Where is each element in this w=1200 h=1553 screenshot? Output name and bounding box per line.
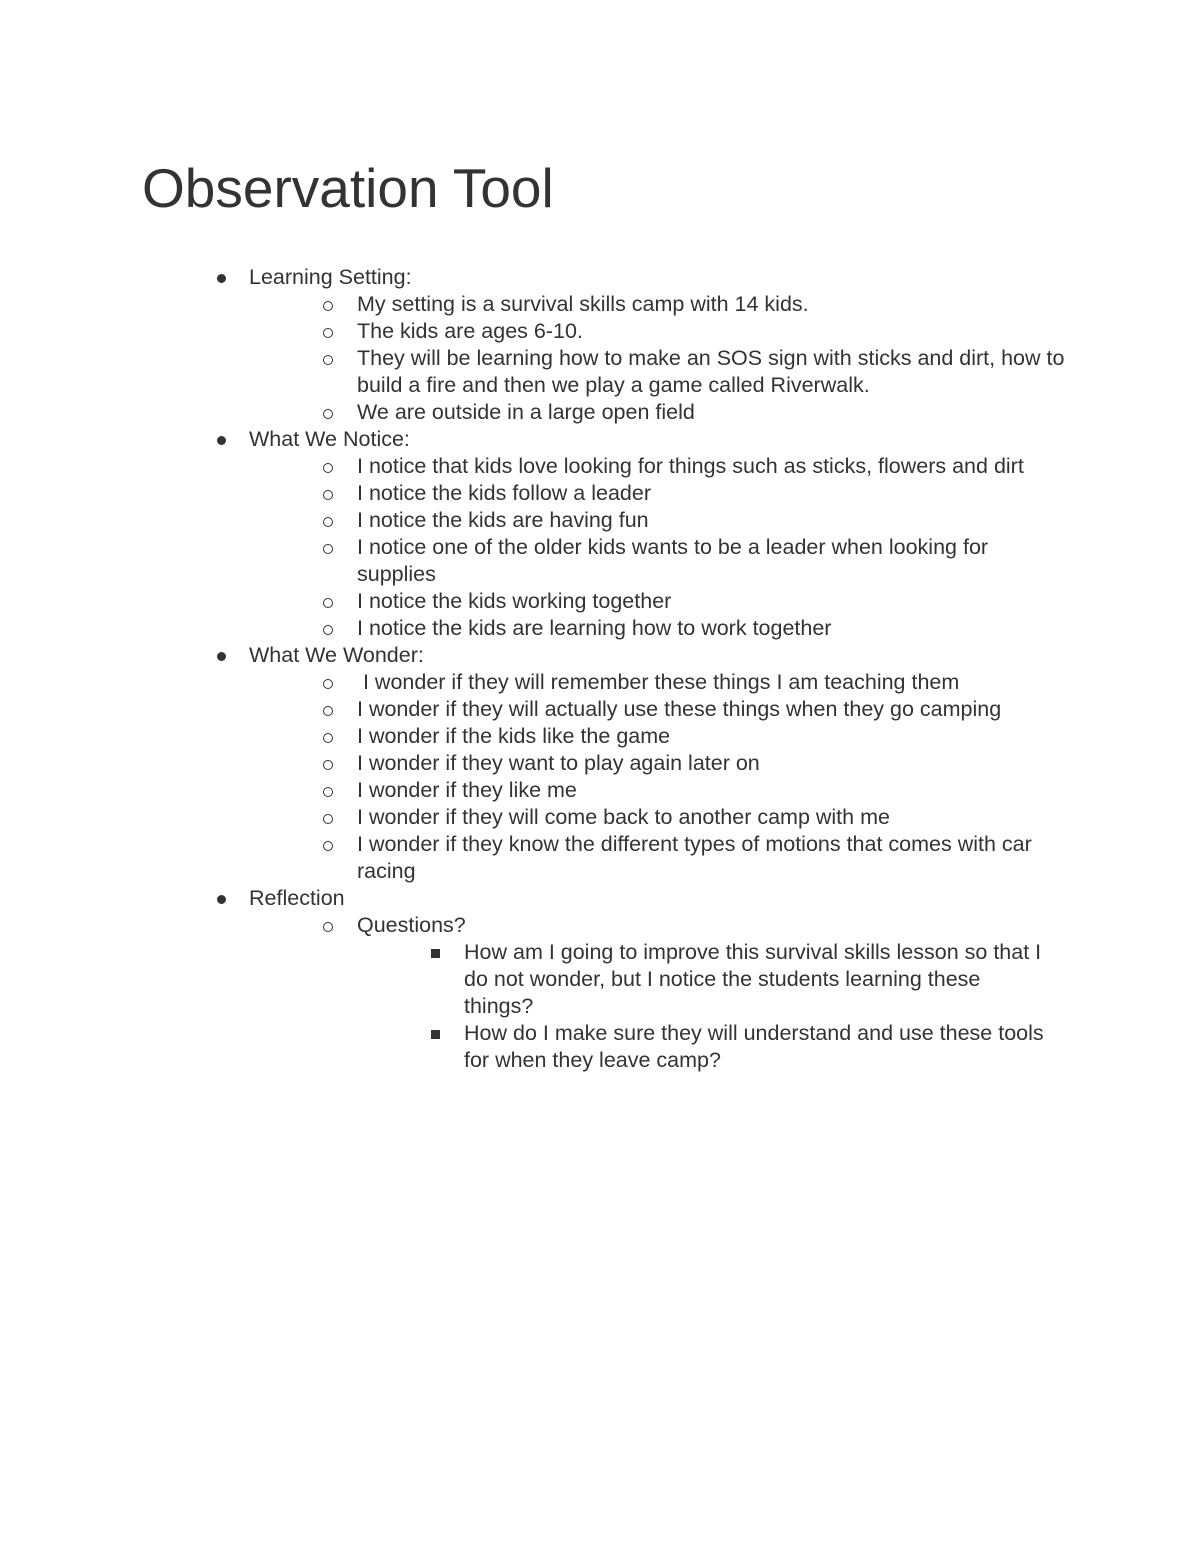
bullet-circle-icon [323,679,333,689]
bullet-circle-icon [323,922,333,932]
list-item-text: I notice the kids are learning how to work together [357,616,832,640]
bullet-circle-icon [323,544,333,554]
bullet-disc-icon [217,436,226,445]
list-item [0,939,1054,1020]
bullet-disc-icon [217,895,226,904]
list-item-text: We are outside in a large open field [357,400,695,424]
list-item [0,453,1069,480]
sub-list [0,291,1069,426]
section-reflection [0,885,1069,1074]
list-item [0,696,1069,723]
bullet-circle-icon [323,328,333,338]
bullet-circle-icon [323,706,333,716]
bullet-circle-icon [323,463,333,473]
bullet-square-icon [431,1030,440,1039]
sub-list [0,912,1069,1074]
list-item-text: I wonder if they will come back to another camp with me [357,805,890,829]
list-item-text: My setting is a survival skills camp with 14 kids. [357,292,809,316]
list-item [0,399,1069,426]
list-item [0,831,1069,885]
list-item-text: I notice the kids working together [357,589,672,613]
list-item [0,1020,1054,1074]
bullet-circle-icon [323,490,333,500]
bullet-disc-icon [217,652,226,661]
bullet-square-icon [431,949,440,958]
sub-sub-list [0,939,1069,1074]
bullet-circle-icon [323,301,333,311]
bullet-circle-icon [323,787,333,797]
list-item [0,615,1069,642]
section-what-we-wonder [0,642,1069,885]
section-learning-setting [0,264,1069,426]
list-item [0,750,1069,777]
section-what-we-notice [0,426,1069,642]
list-item-text: I notice that kids love looking for things such as sticks, flowers and dirt [357,454,1024,478]
bullet-circle-icon [323,517,333,527]
list-item [0,291,1069,318]
list-item-text: Questions? [357,913,466,937]
bullet-circle-icon [323,598,333,608]
list-item [0,804,1069,831]
bullet-circle-icon [323,355,333,365]
list-item-text: The kids are ages 6-10. [357,319,583,343]
list-item-text: I wonder if they like me [357,778,577,802]
list-item [0,723,1069,750]
sub-list [0,669,1069,885]
list-item-text: I wonder if the kids like the game [357,724,671,748]
list-item-text: I wonder if they will remember these things I am teaching them [357,670,960,694]
list-item [0,669,1069,696]
list-item [0,777,1069,804]
list-item [0,534,1069,588]
bullet-circle-icon [323,760,333,770]
section-label: Reflection [249,886,345,910]
list-item-text: I notice one of the older kids wants to be a leader when looking for supplies [357,535,989,586]
sub-list [0,453,1069,642]
bullet-disc-icon [217,274,226,283]
list-item-text: How do I make sure they will understand and use these tools for when they leave camp? [464,1021,1044,1072]
section-label: What We Notice: [249,427,410,451]
section-label: Learning Setting: [249,265,412,289]
list-item-text: They will be learning how to make an SOS sign with sticks and dirt, how to build a fire and then we play a game called Riverwalk. [357,346,1065,397]
list-item-text: I notice the kids follow a leader [357,481,651,505]
bullet-circle-icon [323,625,333,635]
bullet-circle-icon [323,814,333,824]
list-item-text: I wonder if they will actually use these things when they go camping [357,697,1002,721]
list-item-text: I notice the kids are having fun [357,508,649,532]
list-item [0,507,1069,534]
page-title: Observation Tool [142,157,554,219]
bullet-circle-icon [323,733,333,743]
list-item [0,318,1069,345]
bullet-circle-icon [323,409,333,419]
section-list [0,264,1200,1074]
list-item [0,345,1069,399]
list-item [0,480,1069,507]
section-label: What We Wonder: [249,643,424,667]
list-item [0,588,1069,615]
list-item-text: How am I going to improve this survival skills lesson so that I do not wonder, but I notice the students learning these things? [464,940,1042,1018]
list-item [0,912,1069,1074]
list-item-text: I wonder if they know the different types of motions that comes with car racing [357,832,1032,883]
list-item-text: I wonder if they want to play again later on [357,751,760,775]
bullet-circle-icon [323,841,333,851]
